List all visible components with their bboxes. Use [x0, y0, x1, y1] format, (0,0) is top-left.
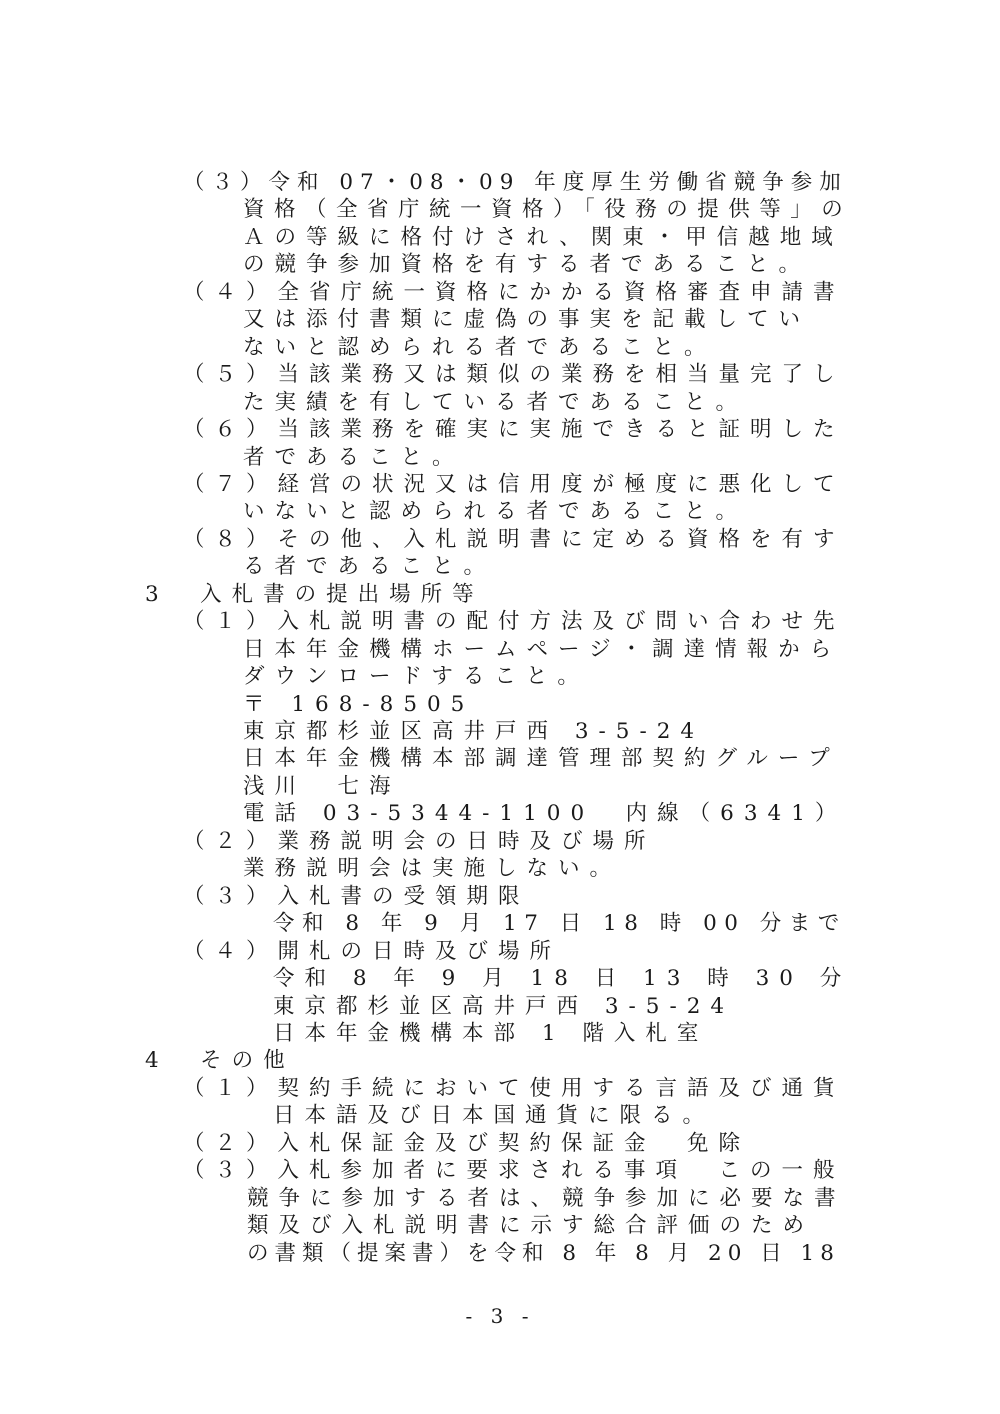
text-line: 令和 8 年 9 月 17 日 18 時 00 分まで	[273, 911, 847, 937]
text-line: （３）令和 07・08・09 年度厚生労働省競争参加	[183, 170, 848, 195]
text-line: の書類（提案書）を令和 8 年 8 月 20 日 18	[247, 1240, 840, 1266]
text-line: いないと認められる者であること。	[243, 499, 748, 525]
text-line: 日本語及び日本国通貨に限る。	[273, 1103, 715, 1129]
text-line: 東京都杉並区高井戸西 3-5-24	[243, 719, 705, 744]
text-line: 令和 8 年 9 月 18 日 13 時 30 分	[273, 966, 852, 992]
text-line: の競争参加資格を有する者であること。	[243, 252, 811, 278]
text-line: 日本年金機構ホームページ・調達情報から	[243, 636, 842, 662]
text-line: （８）その他、入札説明書に定める資格を有す	[183, 526, 845, 552]
text-line: （１）契約手続において使用する言語及び通貨	[183, 1075, 845, 1101]
text-line: ダウンロードすること。	[243, 664, 589, 690]
text-line: 〒 168-8505	[243, 691, 475, 717]
text-line: （３）入札参加者に要求される事項 この一般	[183, 1158, 845, 1184]
text-line: 電話 03-5344-1100 内線（6341）	[243, 801, 847, 827]
text-line: ないと認められる者であること。	[243, 334, 716, 360]
text-line: （３）入札書の受領期限	[183, 883, 530, 909]
text-line: （５）当該業務又は類似の業務を相当量完了し	[183, 362, 845, 388]
text-line: 4 その他	[145, 1048, 295, 1074]
text-line: 日本年金機構本部調達管理部契約グループ	[243, 746, 840, 772]
text-line: （２）業務説明会の日時及び場所	[183, 828, 656, 854]
text-line: る者であること。	[243, 554, 496, 580]
text-line: （６）当該業務を確実に実施できると証明した	[183, 417, 845, 443]
text-line: 日本年金機構本部 1 階入札室	[273, 1020, 709, 1046]
text-line: （４）全省庁統一資格にかかる資格審査申請書	[183, 279, 845, 305]
text-line: （７）経営の状況又は信用度が極度に悪化して	[183, 471, 845, 497]
text-line: （４）開札の日時及び場所	[183, 938, 562, 964]
text-line: （１）入札説明書の配付方法及び問い合わせ先	[183, 609, 845, 635]
text-line: Ａの等級に格付けされ、関東・甲信越地域	[243, 224, 843, 250]
text-line: 者であること。	[243, 444, 464, 470]
text-line: 又は添付書類に虚偽の事実を記載してい	[243, 307, 811, 333]
page-number: - 3 -	[465, 1304, 535, 1328]
text-line: 浅川 七海	[243, 773, 401, 799]
text-line: 業務説明会は実施しない。	[243, 856, 622, 882]
text-line: 競争に参加する者は、競争参加に必要な書	[247, 1185, 846, 1211]
text-line: 東京都杉並区高井戸西 3-5-24	[273, 993, 735, 1019]
text-line: （２）入札保証金及び契約保証金 免除	[183, 1130, 751, 1156]
text-line: 3 入札書の提出場所等	[145, 581, 484, 607]
text-line: 資格（全省庁統一資格）「役務の提供等」の	[243, 197, 853, 223]
text-line: 類及び入札説明書に示す総合評価のため	[247, 1213, 815, 1239]
text-line: た実績を有している者であること。	[243, 389, 748, 415]
